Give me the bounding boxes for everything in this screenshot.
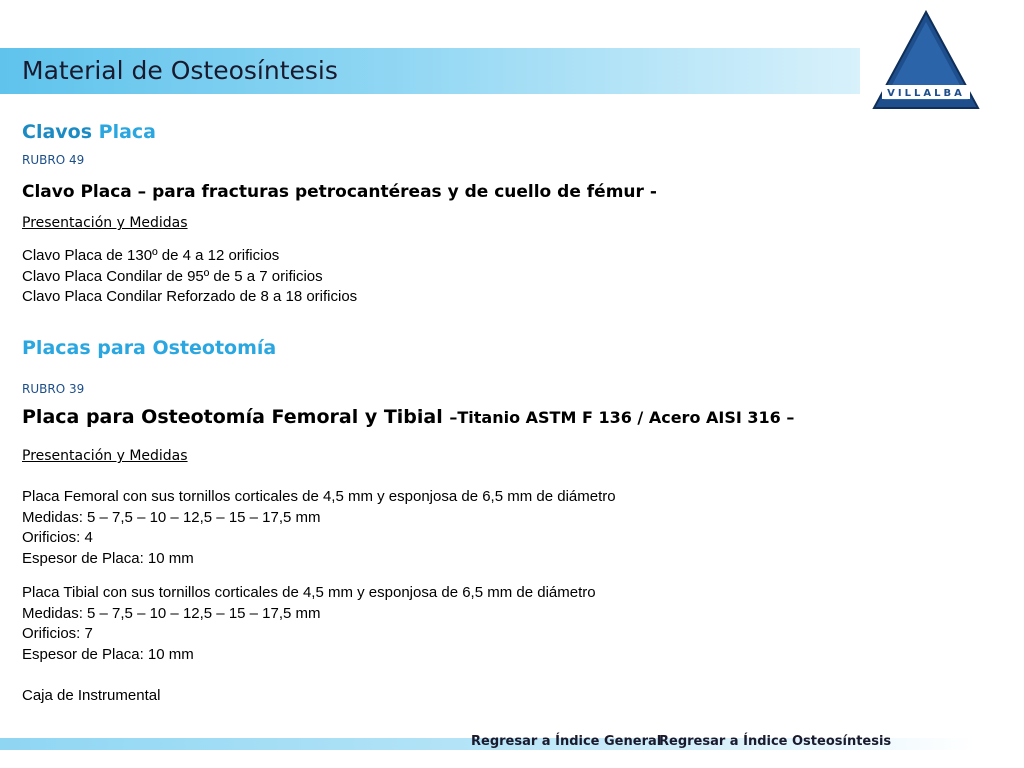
placa-tibial-details xyxy=(22,583,596,665)
subhead-presentacion: Presentación y Medidas xyxy=(22,215,188,231)
heading-part-placa: Placa xyxy=(92,121,156,143)
item-title-placa-osteotomia xyxy=(22,406,794,428)
list-item: Orificios: 7 xyxy=(22,625,93,642)
item-title-clavo-placa: Clavo Placa – para fracturas petrocantéreas y de cuello de fémur - xyxy=(22,182,657,202)
list-item: Medidas: 5 – 7,5 – 10 – 12,5 – 15 – 17,5 mm xyxy=(22,604,321,622)
list-item: Clavo Placa Condilar de 95º de 5 a 7 orificios xyxy=(22,267,323,285)
heading-part-clavos: Clavos xyxy=(22,121,93,143)
item-title-material: –Titanio ASTM F 136 / Acero AISI 316 – xyxy=(449,408,795,427)
list-item: Espesor de Placa: 10 mm xyxy=(22,645,194,663)
list-item: Clavo Placa de 130º de 4 a 12 orificios xyxy=(22,247,280,264)
caja-instrumental xyxy=(22,686,160,707)
list-item: Caja de Instrumental xyxy=(22,687,161,704)
clavo-placa-list xyxy=(22,246,357,308)
list-item: Espesor de Placa: 10 mm xyxy=(22,549,194,567)
list-item: Orificios: 4 xyxy=(22,529,93,546)
subhead-presentacion: Presentación y Medidas xyxy=(22,448,188,464)
placa-femoral-details xyxy=(22,487,616,569)
rubro-label: RUBRO 39 xyxy=(22,382,85,396)
list-item: Placa Femoral con sus tornillos corticales de 4,5 mm y esponjosa de 6,5 mm de diámetro xyxy=(22,488,616,505)
list-item: Medidas: 5 – 7,5 – 10 – 12,5 – 15 – 17,5 mm xyxy=(22,508,321,526)
logo-text: VILLALBA xyxy=(887,88,965,99)
page-title: Material de Osteosíntesis xyxy=(22,56,338,85)
list-item: Placa Tibial con sus tornillos corticales de 4,5 mm y esponjosa de 6,5 mm de diámetro xyxy=(22,584,596,601)
link-indice-osteosintesis[interactable]: Regresar a Índice Osteosíntesis xyxy=(659,734,892,749)
villalba-logo xyxy=(870,8,982,112)
list-item: Clavo Placa Condilar Reforzado de 8 a 18 orificios xyxy=(22,288,358,305)
link-indice-general[interactable]: Regresar a Índice General xyxy=(471,734,662,749)
item-title-main: Placa para Osteotomía Femoral y Tibial xyxy=(22,406,450,428)
rubro-label: RUBRO 49 xyxy=(22,153,85,167)
section-heading-clavos xyxy=(22,121,156,143)
section-heading-placas: Placas para Osteotomía xyxy=(22,337,277,359)
